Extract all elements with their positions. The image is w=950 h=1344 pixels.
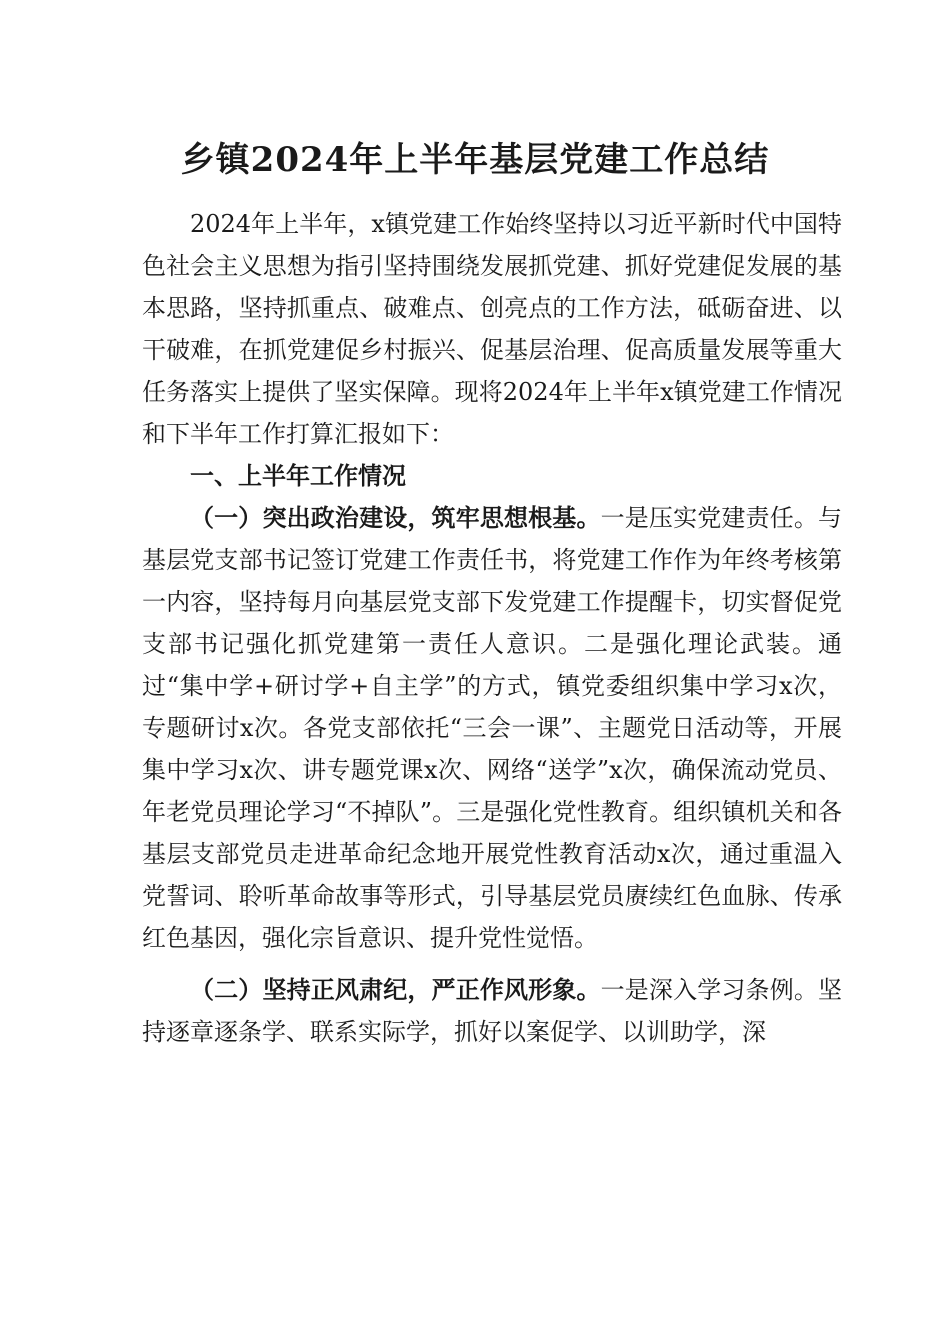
subsection-body-2: 一是深入学习条例。坚持逐章逐条学、联系实际学，抓好以案促学、以训助学，深	[142, 976, 843, 1046]
subsection-title-2: （二）坚持正风肃纪，严正作风形象。	[190, 975, 601, 1004]
section-heading: 一、上半年工作情况	[190, 462, 406, 490]
document-title: 乡镇2024年上半年基层党建工作总结	[180, 140, 770, 180]
document-body	[142, 203, 842, 1053]
subsection-body-1: 一是压实党建责任。与基层党支部书记签订党建工作责任书，将党建工作作为年终考核第一内容，坚持每月向基层党支部下发党建工作提醒卡，切实督促党支部书记强化抓党建第一责任人意识。二是强化理论武装。通过“集中学+研讨学+自主学”的方式，镇党委组织集中学习x次，专题研讨x次。各党支部依托“三会一课”、主题党日活动等，开展集中学习x次、讲专题党课x次、网络“送学”x次，确保流动党员、年老党员理论学习“不掉队”。三是强化党性教育。组织镇机关和各基层支部党员走进革命纪念地开展党性教育活动x次，通过重温入党誓词、聆听革命故事等形式，引导基层党员赓续红色血脉、传承红色基因，强化宗旨意识、提升党性觉悟。	[142, 504, 843, 952]
subsection-title-1: （一）突出政治建设，筑牢思想根基。	[190, 503, 601, 532]
subsection-paragraph-2	[142, 969, 842, 1053]
subsection-paragraph-1	[142, 497, 842, 959]
intro-paragraph: 2024年上半年，x镇党建工作始终坚持以习近平新时代中国特色社会主义思想为指引坚持围绕发展抓党建、抓好党建促发展的基本思路，坚持抓重点、破难点、创亮点的工作方法，砥砺奋进、以干破难，在抓党建促乡村振兴、促基层治理、促高质量发展等重大任务落实上提供了坚实保障。现将2024年上半年x镇党建工作情况和下半年工作打算汇报如下：	[142, 210, 842, 448]
